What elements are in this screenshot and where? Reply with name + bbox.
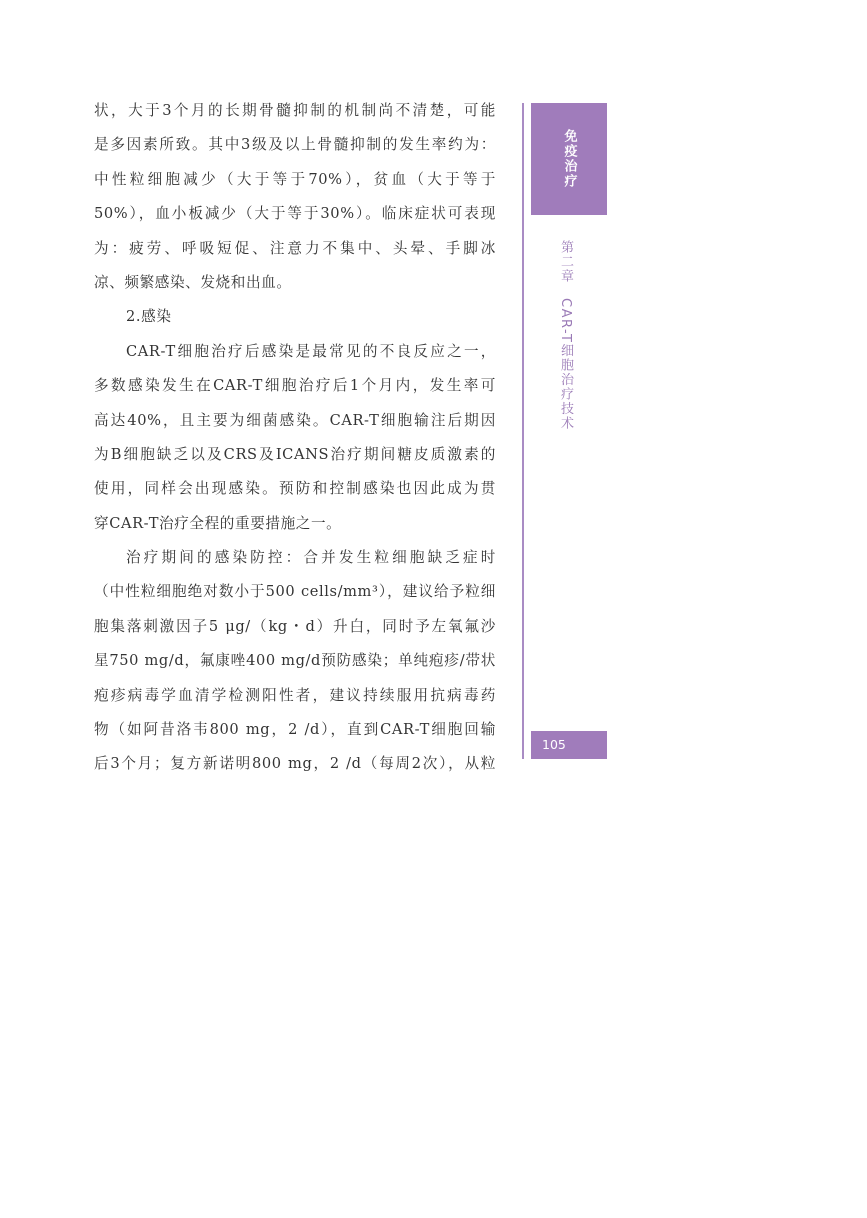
text-line: 是多因素所致。其中3级及以上骨髓抑制的发生率约为： — [94, 136, 496, 154]
text-line: 星750 mg/d，氟康唑400 mg/d预防感染；单纯疱疹/带状 — [94, 652, 496, 670]
section-heading: 2.感染 — [126, 308, 172, 326]
text-line: 50%），血小板减少（大于等于30%）。临床症状可表现 — [94, 205, 496, 223]
margin-divider — [522, 103, 524, 759]
text-line: 后3个月；复方新诺明800 mg，2 /d（每周2次），从粒 — [94, 755, 496, 773]
text-line: 多数感染发生在CAR-T细胞治疗后1个月内，发生率可 — [94, 377, 496, 395]
text-line: 凉、频繁感染、发烧和出血。 — [94, 273, 292, 291]
chapter-title: 第二章 CAR-T细胞治疗技术 — [558, 240, 573, 431]
page-number: 105 — [531, 731, 607, 759]
section-tab-label: 免疫治疗 — [561, 129, 577, 189]
text-line: 穿CAR-T治疗全程的重要措施之一。 — [94, 514, 342, 532]
text-line: 中性粒细胞减少（大于等于70%），贫血（大于等于 — [94, 170, 496, 188]
text-line: 状，大于3个月的长期骨髓抑制的机制尚不清楚，可能 — [94, 102, 496, 119]
section-tab — [531, 103, 607, 215]
text-line: 为：疲劳、呼吸短促、注意力不集中、头晕、手脚冰 — [94, 239, 496, 257]
text-line: 使用，同样会出现感染。预防和控制感染也因此成为贯 — [94, 480, 496, 498]
text-line: （中性粒细胞绝对数小于500 cells/mm³），建议给予粒细 — [94, 583, 496, 601]
text-line: 治疗期间的感染防控：合并发生粒细胞缺乏症时 — [126, 549, 496, 567]
text-line: CAR-T细胞治疗后感染是最常见的不良反应之一， — [126, 342, 496, 360]
text-line: 高达40%，且主要为细菌感染。CAR-T细胞输注后期因 — [94, 411, 496, 429]
text-line: 为B细胞缺乏以及CRS及ICANS治疗期间糖皮质激素的 — [94, 445, 496, 463]
text-line: 疱疹病毒学血清学检测阳性者，建议持续服用抗病毒药 — [94, 686, 496, 704]
text-line: 物（如阿昔洛韦800 mg，2 /d），直到CAR-T细胞回输 — [94, 721, 496, 739]
text-line: 胞集落刺激因子5 μg/（kg・d）升白，同时予左氧氟沙 — [94, 617, 496, 635]
body-text — [94, 94, 496, 782]
